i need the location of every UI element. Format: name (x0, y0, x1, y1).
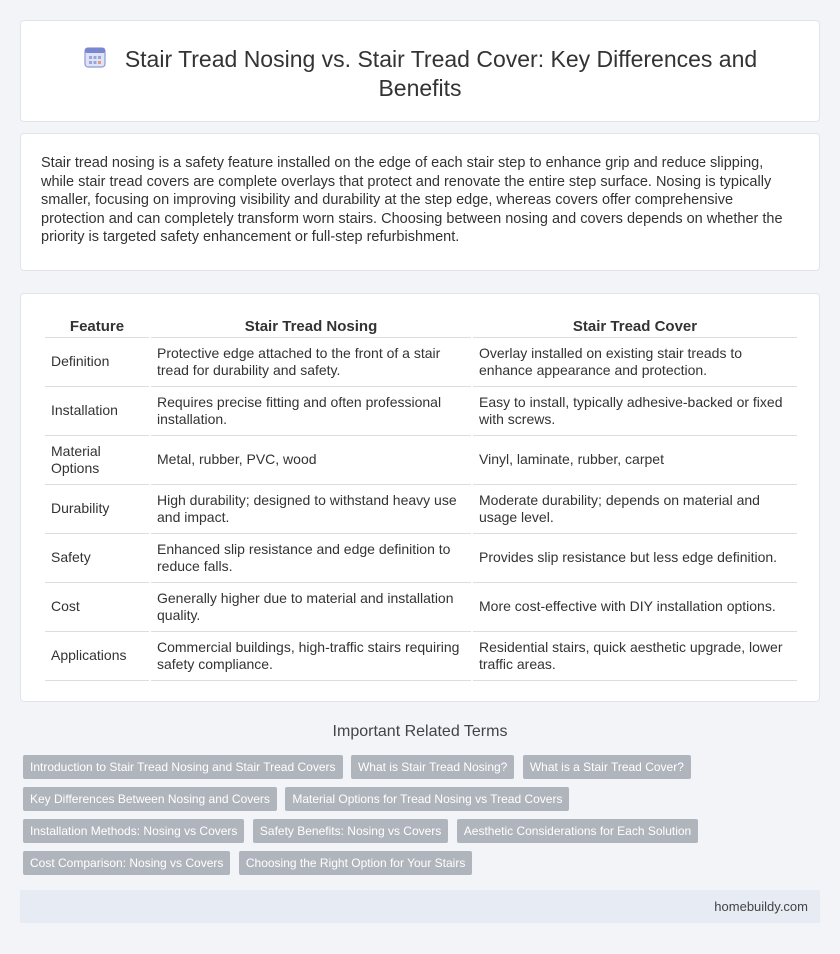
related-term-tag[interactable]: Key Differences Between Nosing and Covers (23, 787, 277, 811)
row-cover: Easy to install, typically adhesive-backed or fixed with screws. (473, 387, 797, 436)
related-term-tag[interactable]: Safety Benefits: Nosing vs Covers (253, 819, 448, 843)
comparison-card (20, 293, 820, 702)
row-nosing: High durability; designed to withstand heavy use and impact. (151, 485, 471, 534)
related-terms-title: Important Related Terms (332, 723, 508, 740)
row-cover: Overlay installed on existing stair treads to enhance appearance and protection. (473, 338, 797, 387)
row-cover: Residential stairs, quick aesthetic upgrade, lower traffic areas. (473, 632, 797, 681)
row-nosing: Enhanced slip resistance and edge definition to reduce falls. (151, 534, 471, 583)
row-feature: Definition (45, 338, 149, 387)
table-row (45, 387, 797, 436)
related-term-tag[interactable]: Material Options for Tread Nosing vs Tread Covers (285, 787, 569, 811)
row-cover: Moderate durability; depends on material and usage level. (473, 485, 797, 534)
footer-site[interactable]: homebuildy.com (714, 899, 808, 914)
related-term-tag[interactable]: What is Stair Tread Nosing? (351, 755, 514, 779)
row-feature: Safety (45, 534, 149, 583)
row-nosing: Metal, rubber, PVC, wood (151, 436, 471, 485)
table-row (45, 338, 797, 387)
header-cover: Stair Tread Cover (473, 312, 797, 338)
table-row (45, 436, 797, 485)
related-term-tag[interactable]: Installation Methods: Nosing vs Covers (23, 819, 244, 843)
table-row (45, 632, 797, 681)
row-cover: Vinyl, laminate, rubber, carpet (473, 436, 797, 485)
row-cover: More cost-effective with DIY installation options. (473, 583, 797, 632)
table-row (45, 583, 797, 632)
table-row (45, 485, 797, 534)
row-feature: Cost (45, 583, 149, 632)
row-nosing: Protective edge attached to the front of a stair tread for durability and safety. (151, 338, 471, 387)
intro-paragraph: Stair tread nosing is a safety feature installed on the edge of each stair step to enhance grip and reduce slipping, while stair tread covers are complete overlays that protect and renovate the entire step surface. Nosing is typically smaller, focusing on improving visibility and durability at the step edge, whereas covers offer comprehensive protection and can completely transform worn stairs. Choosing between nosing and covers depends on whether the priority is targeted safety enhancement or full-step refurbishment. (41, 155, 783, 245)
header-nosing: Stair Tread Nosing (151, 312, 471, 338)
calendar-icon (83, 45, 107, 69)
table-row (45, 534, 797, 583)
footer (20, 890, 820, 923)
intro-card (20, 133, 820, 271)
table-header-row (45, 312, 797, 338)
row-feature: Applications (45, 632, 149, 681)
related-term-tag[interactable]: Introduction to Stair Tread Nosing and Stair Tread Covers (23, 755, 343, 779)
comparison-table (43, 312, 799, 681)
related-term-tag[interactable]: Cost Comparison: Nosing vs Covers (23, 851, 230, 875)
row-nosing: Requires precise fitting and often professional installation. (151, 387, 471, 436)
related-term-tag[interactable]: Choosing the Right Option for Your Stairs (239, 851, 472, 875)
header-card (20, 20, 820, 122)
row-feature: Installation (45, 387, 149, 436)
page-title (21, 45, 819, 103)
row-nosing: Commercial buildings, high-traffic stairs requiring safety compliance. (151, 632, 471, 681)
header-feature: Feature (45, 312, 149, 338)
row-nosing: Generally higher due to material and installation quality. (151, 583, 471, 632)
row-cover: Provides slip resistance but less edge definition. (473, 534, 797, 583)
row-feature: Durability (45, 485, 149, 534)
related-term-tag[interactable]: Aesthetic Considerations for Each Solution (457, 819, 698, 843)
row-feature: Material Options (45, 436, 149, 485)
related-terms-list (23, 755, 803, 883)
page-title-text: Stair Tread Nosing vs. Stair Tread Cover: Key Differences and Benefits (124, 46, 758, 101)
related-term-tag[interactable]: What is a Stair Tread Cover? (523, 755, 691, 779)
